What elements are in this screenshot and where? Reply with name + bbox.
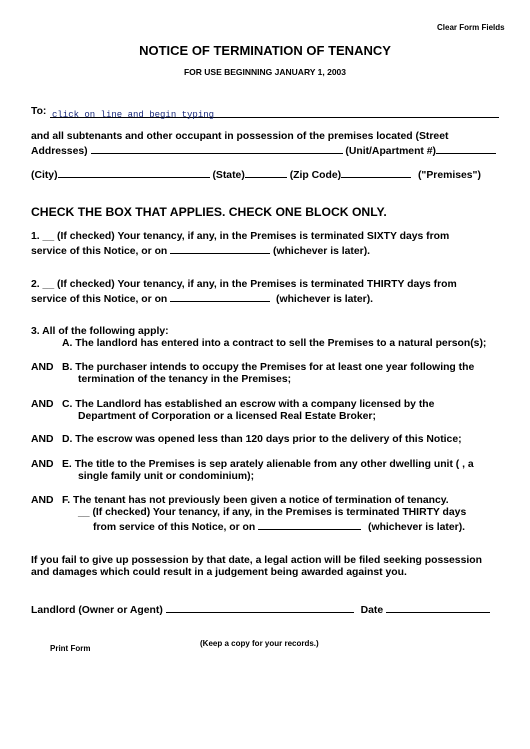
premises-label: ("Premises") xyxy=(417,170,481,181)
page-subtitle: FOR USE BEGINNING JANUARY 1, 2003 xyxy=(183,67,346,77)
city-label: (City) xyxy=(31,170,58,181)
option-3-f-line-1: F. The tenant has not previously been given a notice of termination of tenancy. xyxy=(62,495,449,506)
city-field[interactable] xyxy=(58,167,210,178)
warning-line-1: If you fail to give up possession by that date, a legal action will be filed seeking possession xyxy=(31,555,482,566)
option-1-service-label: service of this Notice, or on xyxy=(31,246,168,257)
option-3-e-line-1: E. The title to the Premises is sep arately alienable from any other dwelling unit ( , a xyxy=(62,459,474,470)
to-field-placeholder: click on line and begin typing xyxy=(52,110,215,120)
address-intro: and all subtenants and other occupant in possession of the premises located (Street xyxy=(31,131,449,142)
street-address-field[interactable] xyxy=(91,143,343,154)
page-title: NOTICE OF TERMINATION OF TENANCY xyxy=(139,43,391,58)
option-3-f-line-3 xyxy=(93,519,465,534)
landlord-label: Landlord (Owner or Agent) xyxy=(31,605,163,616)
landlord-signature-field[interactable] xyxy=(166,602,354,613)
warning-line-2: and damages which could result in a judgement being awarded against you. xyxy=(31,567,407,578)
option-2-line-1[interactable]: 2. __ (If checked) Your tenancy, if any, in the Premises is terminated THIRTY days from xyxy=(31,279,457,290)
option-3-d: D. The escrow was opened less than 120 days prior to the delivery of this Notice; xyxy=(62,434,462,445)
unit-label: (Unit/Apartment #) xyxy=(345,146,437,157)
signature-date-field[interactable] xyxy=(386,602,490,613)
option-1-line-1[interactable]: 1. __ (If checked) Your tenancy, if any, in the Premises is terminated SIXTY days from xyxy=(31,231,450,242)
option-3-service-label: from service of this Notice, or on xyxy=(93,522,256,533)
option-2-service-label: service of this Notice, or on xyxy=(31,294,168,305)
option-1-whichever-label: (whichever is later). xyxy=(273,246,371,257)
option-1-line-2 xyxy=(31,243,370,258)
option-3-a: A. The landlord has entered into a contract to sell the Premises to a natural person(s); xyxy=(62,338,487,349)
to-field[interactable] xyxy=(50,104,499,118)
and-d-label: AND xyxy=(31,434,54,445)
unit-field[interactable] xyxy=(436,143,496,154)
option-3-intro: 3. All of the following apply: xyxy=(31,326,169,337)
print-form-button[interactable]: Print Form xyxy=(50,644,91,653)
state-field[interactable] xyxy=(245,167,287,178)
and-e-label: AND xyxy=(31,459,54,470)
address-row xyxy=(31,143,496,158)
to-label: To: xyxy=(31,106,47,117)
zip-field[interactable] xyxy=(341,167,411,178)
option-2-line-2 xyxy=(31,291,373,306)
date-label: Date xyxy=(360,605,384,616)
option-3-f-line-2[interactable]: __ (If checked) Your tenancy, if any, in the Premises is terminated THIRTY days xyxy=(78,507,467,518)
option-3-b-line-1: B. The purchaser intends to occupy the Premises for at least one year following the xyxy=(62,362,475,373)
state-label: (State) xyxy=(212,170,245,181)
option-3-b-line-2: termination of the tenancy in the Premises; xyxy=(78,374,292,385)
clear-form-fields-button[interactable]: Clear Form Fields xyxy=(437,23,505,32)
check-box-heading: CHECK THE BOX THAT APPLIES. CHECK ONE BLOCK ONLY. xyxy=(31,205,387,219)
and-b-label: AND xyxy=(31,362,54,373)
and-c-label: AND xyxy=(31,399,54,410)
city-row xyxy=(31,167,481,182)
footer-note: (Keep a copy for your records.) xyxy=(200,639,319,648)
option-2-whichever-label: (whichever is later). xyxy=(276,294,374,305)
option-1-date-field[interactable] xyxy=(170,243,270,254)
signature-row xyxy=(31,602,490,617)
option-3-date-field[interactable] xyxy=(258,519,361,530)
option-3-e-line-2: single family unit or condominium); xyxy=(78,471,255,482)
option-2-date-field[interactable] xyxy=(170,291,270,302)
option-3-c-line-2: Department of Corporation or a licensed Real Estate Broker; xyxy=(78,411,376,422)
option-3-c-line-1: C. The Landlord has established an escrow with a company licensed by the xyxy=(62,399,435,410)
zip-label: (Zip Code) xyxy=(289,170,342,181)
addresses-label: Addresses) xyxy=(31,146,88,157)
and-f-label: AND xyxy=(31,495,54,506)
option-3-whichever-label: (whichever is later). xyxy=(368,522,466,533)
